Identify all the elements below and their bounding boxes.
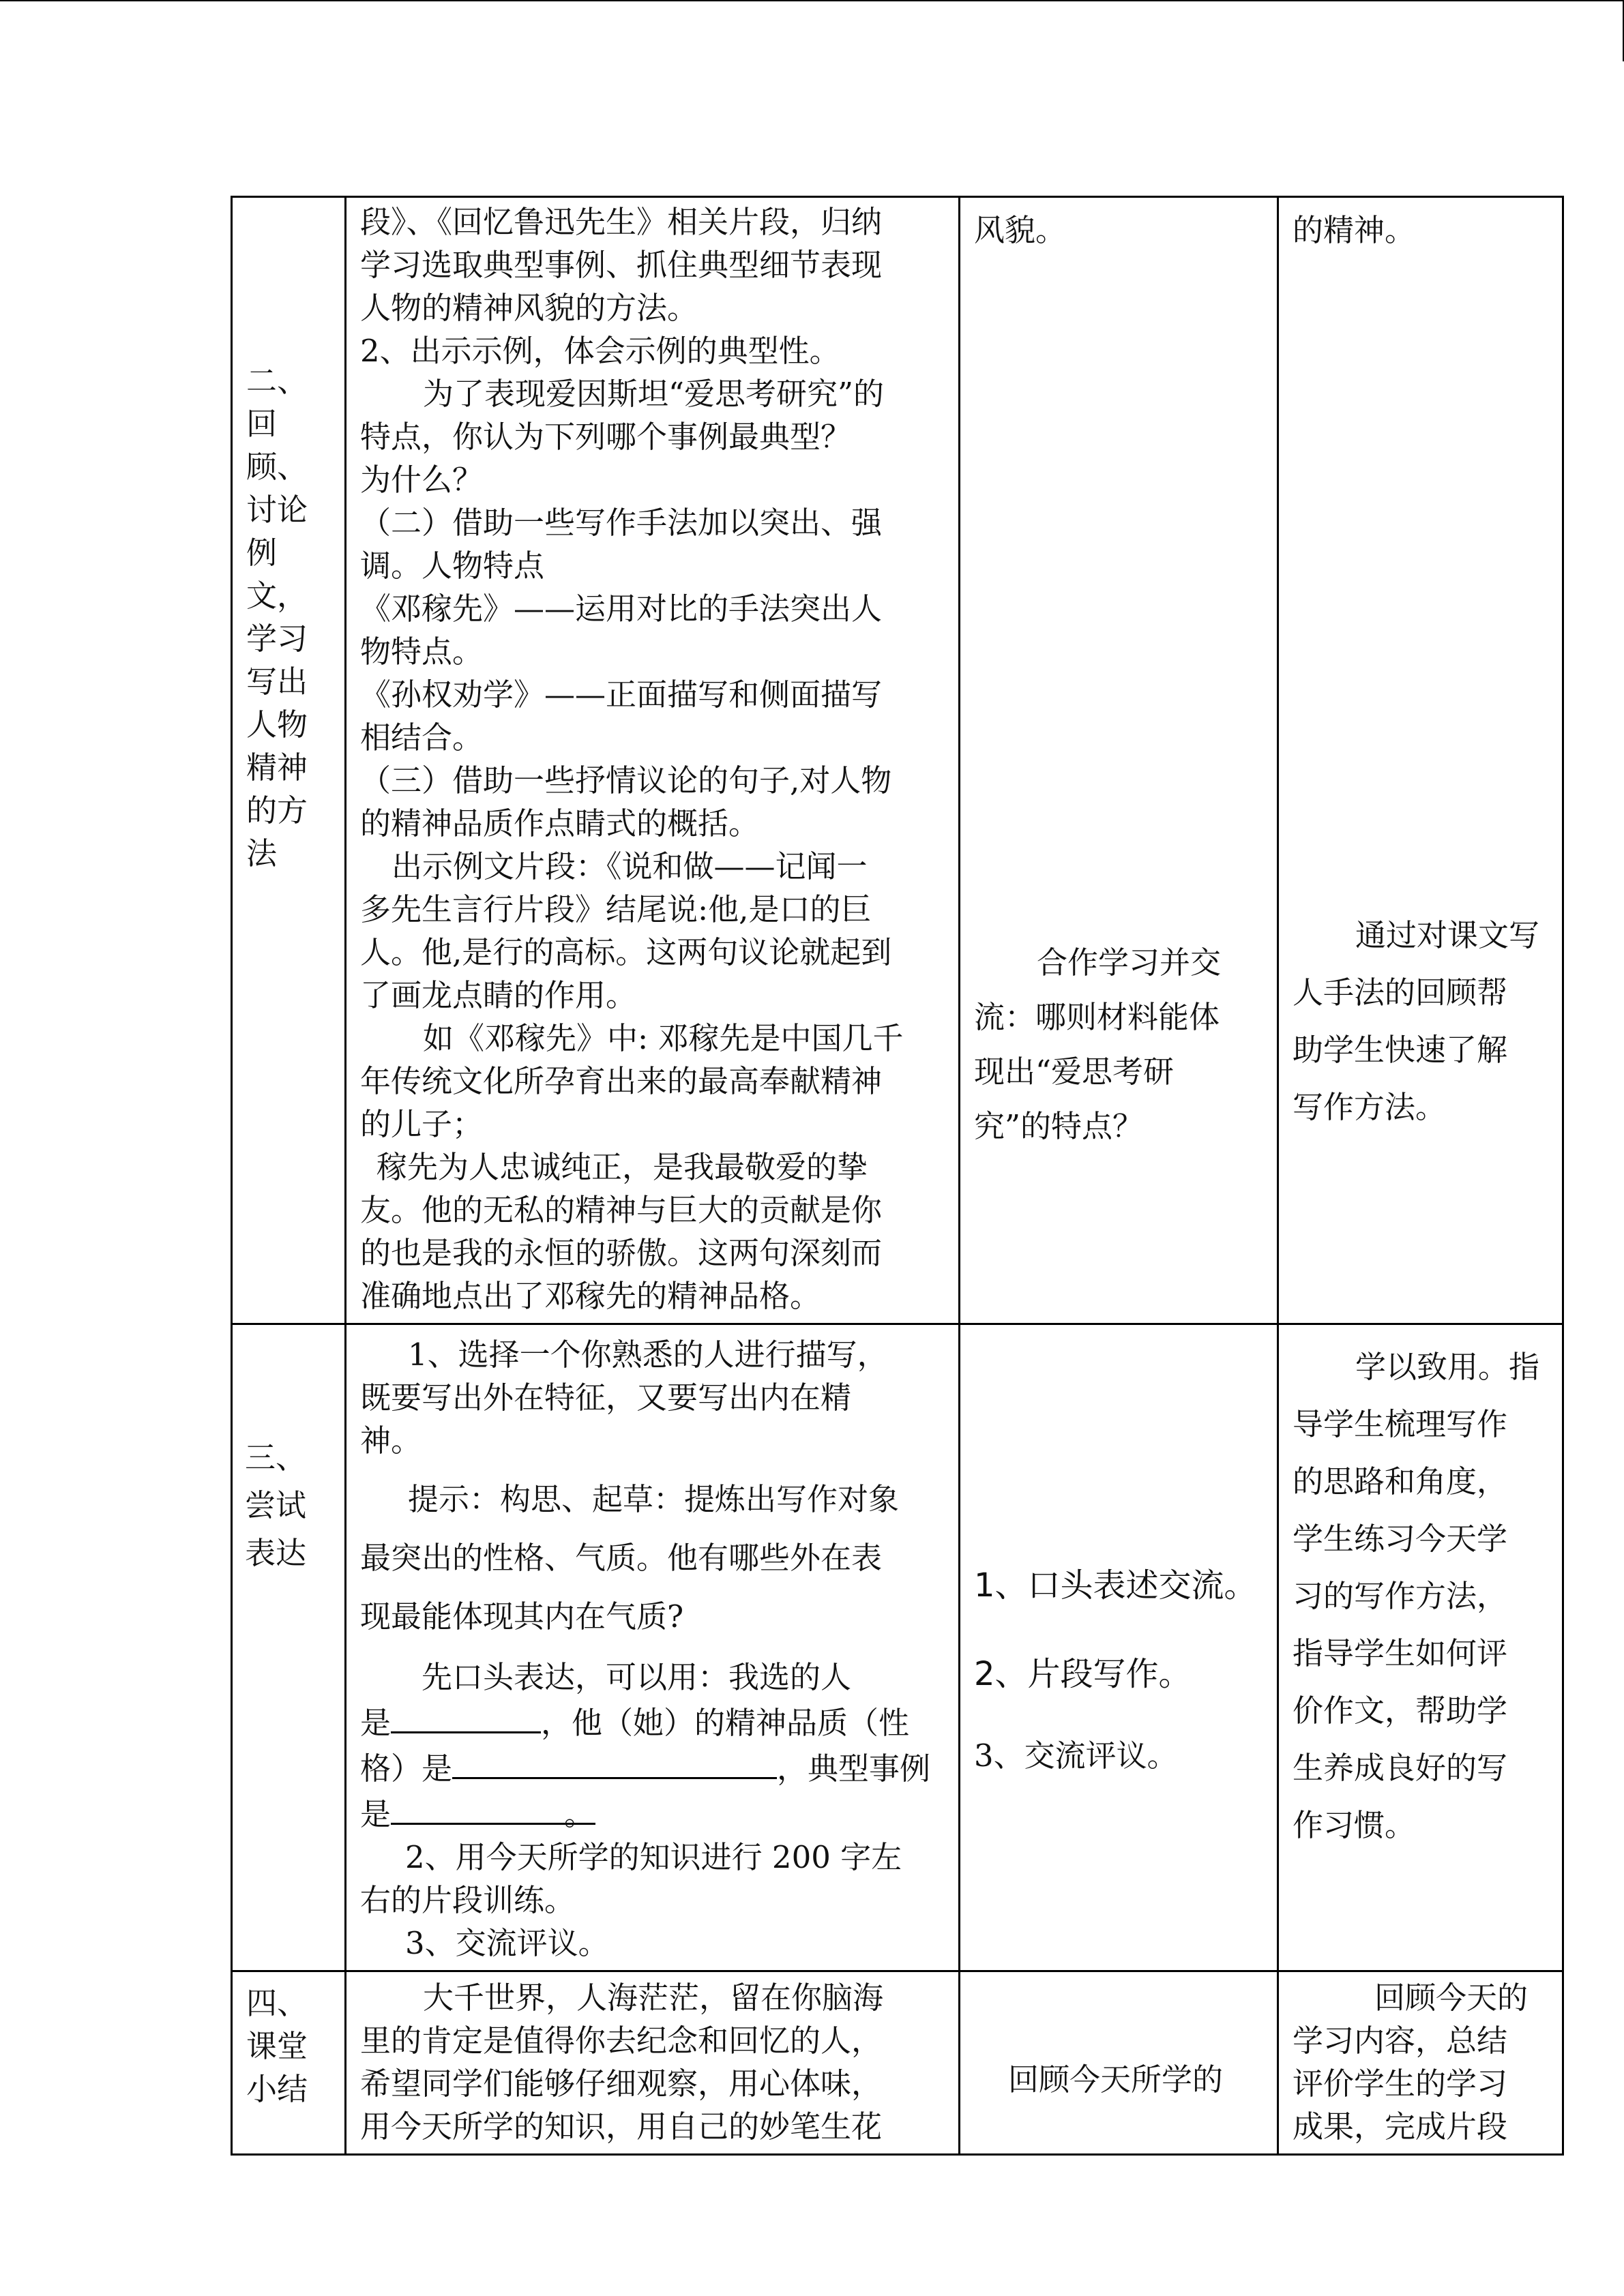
- fill-line: 先口头表达，可以用：我选的人: [422, 1659, 852, 1695]
- content-line: 友。他的无私的精神与巨大的贡献是你: [360, 1192, 883, 1228]
- content-line: 出示例文片段：《说和做——记闻一: [392, 848, 868, 884]
- student-text: 流：哪则材料能体: [974, 999, 1220, 1035]
- content-line: 调。人物特点: [360, 548, 545, 584]
- intent-text: 评价学生的学习: [1293, 2066, 1508, 2102]
- intent-text: 的思路和角度，: [1293, 1463, 1508, 1500]
- content-line: 多先生言行片段》结尾说:他,是口的巨: [360, 891, 872, 927]
- student-text: 风貌。: [974, 212, 1067, 248]
- intent-text: 写作方法。: [1293, 1089, 1447, 1125]
- design-intent-cell-practice: [1278, 1324, 1563, 1971]
- content-cell-review: [346, 197, 960, 1324]
- intent-text: 人手法的回顾帮: [1293, 974, 1508, 1011]
- intent-text: 价作文，帮助学: [1293, 1693, 1508, 1729]
- content-line: 物特点。: [360, 633, 484, 670]
- content-line: 为什么？: [360, 462, 484, 498]
- content-line: 了画龙点睛的作用。: [360, 977, 637, 1013]
- content-line: 现最能体现其内在气质?: [360, 1598, 684, 1635]
- stage-text: 四、: [246, 1985, 308, 2021]
- content-line: 《邓稼先》——运用对比的手法突出人: [360, 591, 883, 627]
- blank-person: [391, 1699, 541, 1733]
- intent-text: 通过对课文写: [1355, 917, 1540, 953]
- content-line: 既要写出外在特征，又要写出内在精: [360, 1380, 852, 1416]
- fill-text: 格）是: [360, 1750, 453, 1787]
- content-line: 大千世界，人海茫茫，留在你脑海: [423, 1980, 884, 2016]
- intent-text: 学生练习今天学: [1293, 1521, 1508, 1557]
- fill-line: [360, 1744, 949, 1790]
- stage-text: 表达: [245, 1535, 307, 1571]
- stage-text: 课堂: [246, 2028, 308, 2064]
- student-step: 1、口头表述交流。: [974, 1566, 1257, 1605]
- stage-text: 回: [246, 406, 278, 442]
- stage-text: 文，: [246, 578, 308, 614]
- stage-cell-practice: [232, 1324, 346, 1971]
- content-line: 的精神品质作点睛式的概括。: [360, 805, 760, 841]
- content-line: 的儿子；: [360, 1106, 484, 1142]
- page-top-rule: [0, 0, 1624, 1]
- stage-text: 二、: [246, 363, 308, 399]
- intent-text: 学以致用。指: [1355, 1349, 1540, 1385]
- intent-text: 习的写作方法，: [1293, 1578, 1508, 1614]
- stage-text: 写出: [246, 664, 308, 700]
- content-line: 2、用今天所学的知识进行 200 字左: [405, 1839, 902, 1875]
- fill-line: [360, 1699, 949, 1744]
- content-line: 人。他,是行的高标。这两句议论就起到: [360, 934, 892, 970]
- intent-text: 成果，完成片段: [1293, 2108, 1508, 2145]
- content-line: 年传统文化所孕育出来的最高奉献精神: [360, 1063, 883, 1099]
- content-line: 学习选取典型事例、抓住典型细节表现: [360, 247, 883, 283]
- design-intent-cell-summary: [1278, 1971, 1563, 2155]
- stage-text: 法: [246, 835, 278, 871]
- intent-text: 生养成良好的写: [1293, 1750, 1508, 1786]
- stage-text: 尝试: [245, 1487, 307, 1523]
- stage-text: 例: [246, 535, 278, 571]
- fill-text: 是: [360, 1705, 392, 1741]
- stage-text: 三、: [245, 1440, 307, 1476]
- table-row-review: [232, 197, 1563, 1324]
- content-line: 3、交流评议。: [405, 1925, 609, 1961]
- content-line: 的也是我的永恒的骄傲。这两句深刻而: [360, 1235, 883, 1271]
- student-text: 回顾今天所学的: [1008, 2061, 1224, 2098]
- intent-text: 助学生快速了解: [1293, 1032, 1508, 1068]
- content-line: 人物的精神风貌的方法。: [360, 290, 698, 326]
- intent-text: 作习惯。: [1293, 1807, 1416, 1843]
- student-activity-cell-review: [960, 197, 1278, 1324]
- content-line: 为了表现爱因斯坦“爱思考研究”的: [423, 376, 885, 412]
- stage-text: 顾、: [246, 449, 308, 485]
- fill-line: [360, 1790, 949, 1836]
- fill-text: 。: [564, 1796, 595, 1832]
- student-activity-cell-practice: [960, 1324, 1278, 1971]
- content-line: 段》、《回忆鲁迅先生》相关片段，归纳: [360, 204, 883, 240]
- blank-quality: [452, 1744, 777, 1779]
- stage-text: 精神: [246, 749, 308, 786]
- content-line: 里的肯定是值得你去纪念和回忆的人，: [360, 2023, 883, 2059]
- stage-cell-summary: [232, 1971, 346, 2155]
- fill-text: ，典型事例: [777, 1750, 931, 1787]
- table-row-practice: [232, 1324, 1563, 1971]
- lesson-plan-table: [231, 196, 1564, 2156]
- content-line: 稼先为人忠诚纯正，是我最敬爱的挚: [377, 1149, 868, 1185]
- intent-text: 回顾今天的: [1374, 1980, 1529, 2016]
- content-line: 特点，你认为下列哪个事例最典型？: [360, 419, 852, 455]
- content-line: 右的片段训练。: [360, 1882, 576, 1918]
- design-intent-cell-review: [1278, 197, 1563, 1324]
- student-activity-cell-summary: [960, 1971, 1278, 2155]
- content-line: 相结合。: [360, 719, 484, 756]
- intent-text: 指导学生如何评: [1293, 1635, 1508, 1671]
- intent-text: 导学生梳理写作: [1293, 1406, 1508, 1442]
- content-cell-practice: [346, 1324, 960, 1971]
- content-line: 《孙权劝学》——正面描写和侧面描写: [360, 676, 883, 713]
- content-line: 准确地点出了邓稼先的精神品格。: [360, 1278, 821, 1314]
- content-line: 希望同学们能够仔细观察，用心体味，: [360, 2066, 883, 2102]
- stage-text: 小结: [246, 2071, 308, 2107]
- content-line: 最突出的性格、气质。他有哪些外在表: [360, 1540, 883, 1576]
- student-text: 究”的特点？: [974, 1108, 1144, 1144]
- student-step: 3、交流评议。: [974, 1738, 1178, 1774]
- content-line: 用今天所学的知识，用自己的妙笔生花: [360, 2108, 883, 2145]
- fill-text: ，他（她）的精神品质（性: [541, 1705, 910, 1741]
- stage-text: 人物: [246, 706, 308, 743]
- content-line: 提示：构思、起草：提炼出写作对象: [408, 1481, 900, 1517]
- stage-text: 的方: [246, 792, 308, 829]
- intent-text: 的精神。: [1293, 212, 1416, 248]
- content-line: （三）借助一些抒情议论的句子,对人物: [360, 762, 892, 799]
- stage-text: 学习: [246, 621, 308, 657]
- content-line: （二）借助一些写作手法加以突出、强: [360, 505, 883, 541]
- content-line: 1、选择一个你熟悉的人进行描写，: [408, 1337, 888, 1373]
- student-text: 合作学习并交: [1037, 944, 1222, 981]
- content-line: 2、出示示例，体会示例的典型性。: [360, 333, 840, 369]
- fill-text: 是: [360, 1796, 392, 1832]
- stage-text: 讨论: [246, 492, 308, 528]
- student-text: 现出“爱思考研: [974, 1054, 1175, 1090]
- content-line: 如《邓稼先》中: 邓稼先是中国几千: [423, 1020, 904, 1056]
- content-cell-summary: [346, 1971, 960, 2155]
- intent-text: 学习内容，总结: [1293, 2023, 1508, 2059]
- table-row-summary: [232, 1971, 1563, 2155]
- student-step: 2、片段写作。: [974, 1655, 1192, 1693]
- stage-cell-review: [232, 197, 346, 1324]
- content-line: 神。: [360, 1422, 422, 1459]
